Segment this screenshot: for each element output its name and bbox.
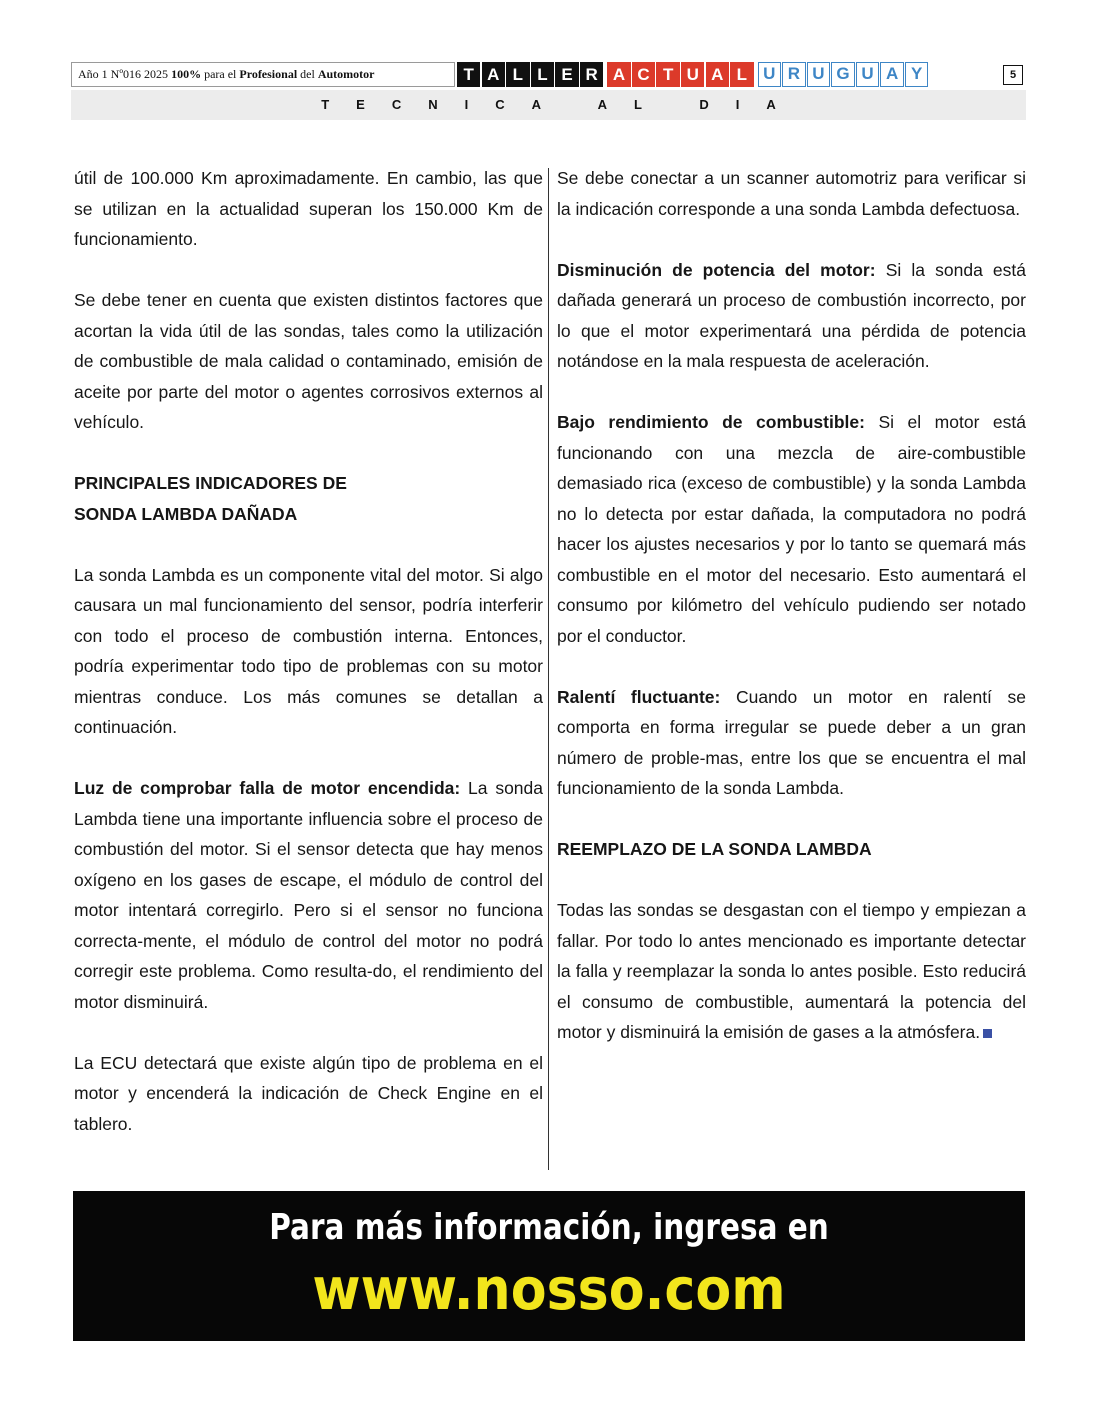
- right-column: [557, 163, 1026, 1048]
- logo-letter: R: [580, 62, 603, 87]
- logo-letter: R: [782, 62, 805, 87]
- paragraph-body: Si la sonda está dañada generará un proceso de combustión incorrecto, por lo que el motor experimentará una pérdida de potencia notándose en la mala respuesta de aceleración.: [557, 259, 1027, 371]
- logo-letter: Y: [905, 62, 928, 87]
- issue-del: del: [297, 67, 318, 81]
- section-title: TECNICA AL DIA: [71, 90, 1026, 120]
- page-number: 5: [1003, 65, 1023, 85]
- paragraph: útil de 100.000 Km aproximadamente. En cambio, las que se utilizan en la actualidad superan los 150.000 Km de funcionamiento.: [74, 168, 543, 249]
- banner-url[interactable]: www.nosso.com: [312, 1255, 786, 1323]
- logo-letter: L: [531, 62, 554, 87]
- paragraph: [74, 773, 543, 1017]
- heading-line: PRINCIPALES INDICADORES DE: [74, 473, 347, 493]
- logo-letter: U: [758, 62, 781, 87]
- logo-letter: L: [730, 62, 753, 87]
- section-heading: REEMPLAZO DE LA SONDA LAMBDA: [557, 839, 872, 859]
- issue-profesional: Profesional: [239, 67, 298, 81]
- logo-letter: T: [457, 62, 480, 87]
- logo-letter: E: [555, 62, 578, 87]
- paragraph: [557, 407, 1026, 651]
- logo-letter: A: [706, 62, 729, 87]
- logo-letter: U: [681, 62, 704, 87]
- paragraph: La ECU detectará que existe algún tipo de problema en el motor y encenderá la indicación de Check Engine en el tablero.: [74, 1052, 543, 1134]
- logo-letter: A: [880, 62, 903, 87]
- promo-banner: [73, 1191, 1025, 1341]
- logo-letter: L: [506, 62, 529, 87]
- issue-info: [71, 62, 455, 87]
- paragraph-lead: Bajo rendimiento de combustible:: [557, 412, 865, 432]
- logo-letter: C: [632, 62, 655, 87]
- masthead: [71, 62, 1026, 87]
- paragraph-body: Si el motor está funcionando con una mezcla de aire-combustible demasiado rica (exceso de combustible) y la sonda Lambda no lo detecta por estar dañada, la computadora no podrá hacer los ajustes necesarios y por lo tanto se quemará más combustible en el motor del necesario. Esto aumentará el consumo por kilómetro del vehículo pudiendo ser notado por el conductor.: [557, 412, 1026, 646]
- issue-year-number: Año 1 Nº016 2025: [78, 67, 172, 81]
- paragraph-body: La sonda Lambda tiene una importante influencia sobre el proceso de combustión del motor. Si el sensor detecta que hay menos oxígeno en los gases de escape, el módulo de control del motor intentará corregirlo. Pero si el sensor no funciona correcta-mente, el módulo de control del motor no podrá corregir este problema. Como resulta-do, el rendimiento del motor disminuirá.: [74, 778, 544, 1012]
- banner-text: Para más información, ingresa en: [269, 1207, 829, 1248]
- logo-letter: U: [856, 62, 879, 87]
- left-column: [74, 163, 543, 1139]
- paragraph: [557, 682, 1026, 804]
- paragraph: [557, 895, 1026, 1048]
- logo-letter: A: [482, 62, 505, 87]
- end-of-article-mark: [983, 1029, 992, 1038]
- paragraph-body: Todas las sondas se desgastan con el tiempo y empiezan a fallar. Por todo lo antes mencionado es importante detectar la falla y reemplazar la sonda lo antes posible. Esto reducirá el consumo de combustible, aumentará la potencia del motor y disminuirá la emisión de gases a la atmósfera.: [557, 900, 1026, 1042]
- paragraph-lead: Ralentí fluctuante:: [557, 686, 721, 707]
- publication-logo: [457, 62, 930, 87]
- paragraph-lead: Disminución de potencia del motor:: [557, 259, 876, 280]
- paragraph-lead: Luz de comprobar falla de motor encendida:: [74, 778, 461, 798]
- paragraph: Se debe conectar a un scanner automotriz para verificar si la indicación corresponde a una sonda Lambda defectuosa.: [557, 168, 1026, 219]
- paragraph: Se debe tener en cuenta que existen distintos factores que acortan la vida útil de las sondas, tales como la utilización de combustible de mala calidad o contaminado, emisión de aceite por parte del motor o agentes corrosivos externos al vehículo.: [74, 290, 543, 432]
- issue-para-el: para el: [201, 67, 240, 81]
- heading-line: SONDA LAMBDA DAÑADA: [74, 503, 298, 524]
- section-heading: [74, 468, 543, 529]
- paragraph: [557, 255, 1026, 377]
- logo-letter: A: [607, 62, 630, 87]
- paragraph: La sonda Lambda es un componente vital del motor. Si algo causara un mal funcionamiento del sensor, podría interferir con todo el proceso de combustión interna. Entonces, podría experimentar todo tipo de problemas con su motor mientras conduce. Los más comunes se detallan a continuación.: [74, 564, 543, 737]
- logo-letter: U: [807, 62, 830, 87]
- logo-letter: T: [656, 62, 679, 87]
- logo-letter: G: [831, 62, 854, 87]
- paragraph-body: Cuando un motor en ralentí se comporta en forma irregular se puede deber a un gran número de proble-mas, entre los que se encuentra el mal funcionamiento de la sonda Lambda.: [557, 686, 1026, 798]
- issue-percent: 100%: [171, 67, 202, 81]
- column-divider: [548, 168, 549, 1170]
- issue-automotor: Automotor: [317, 67, 375, 81]
